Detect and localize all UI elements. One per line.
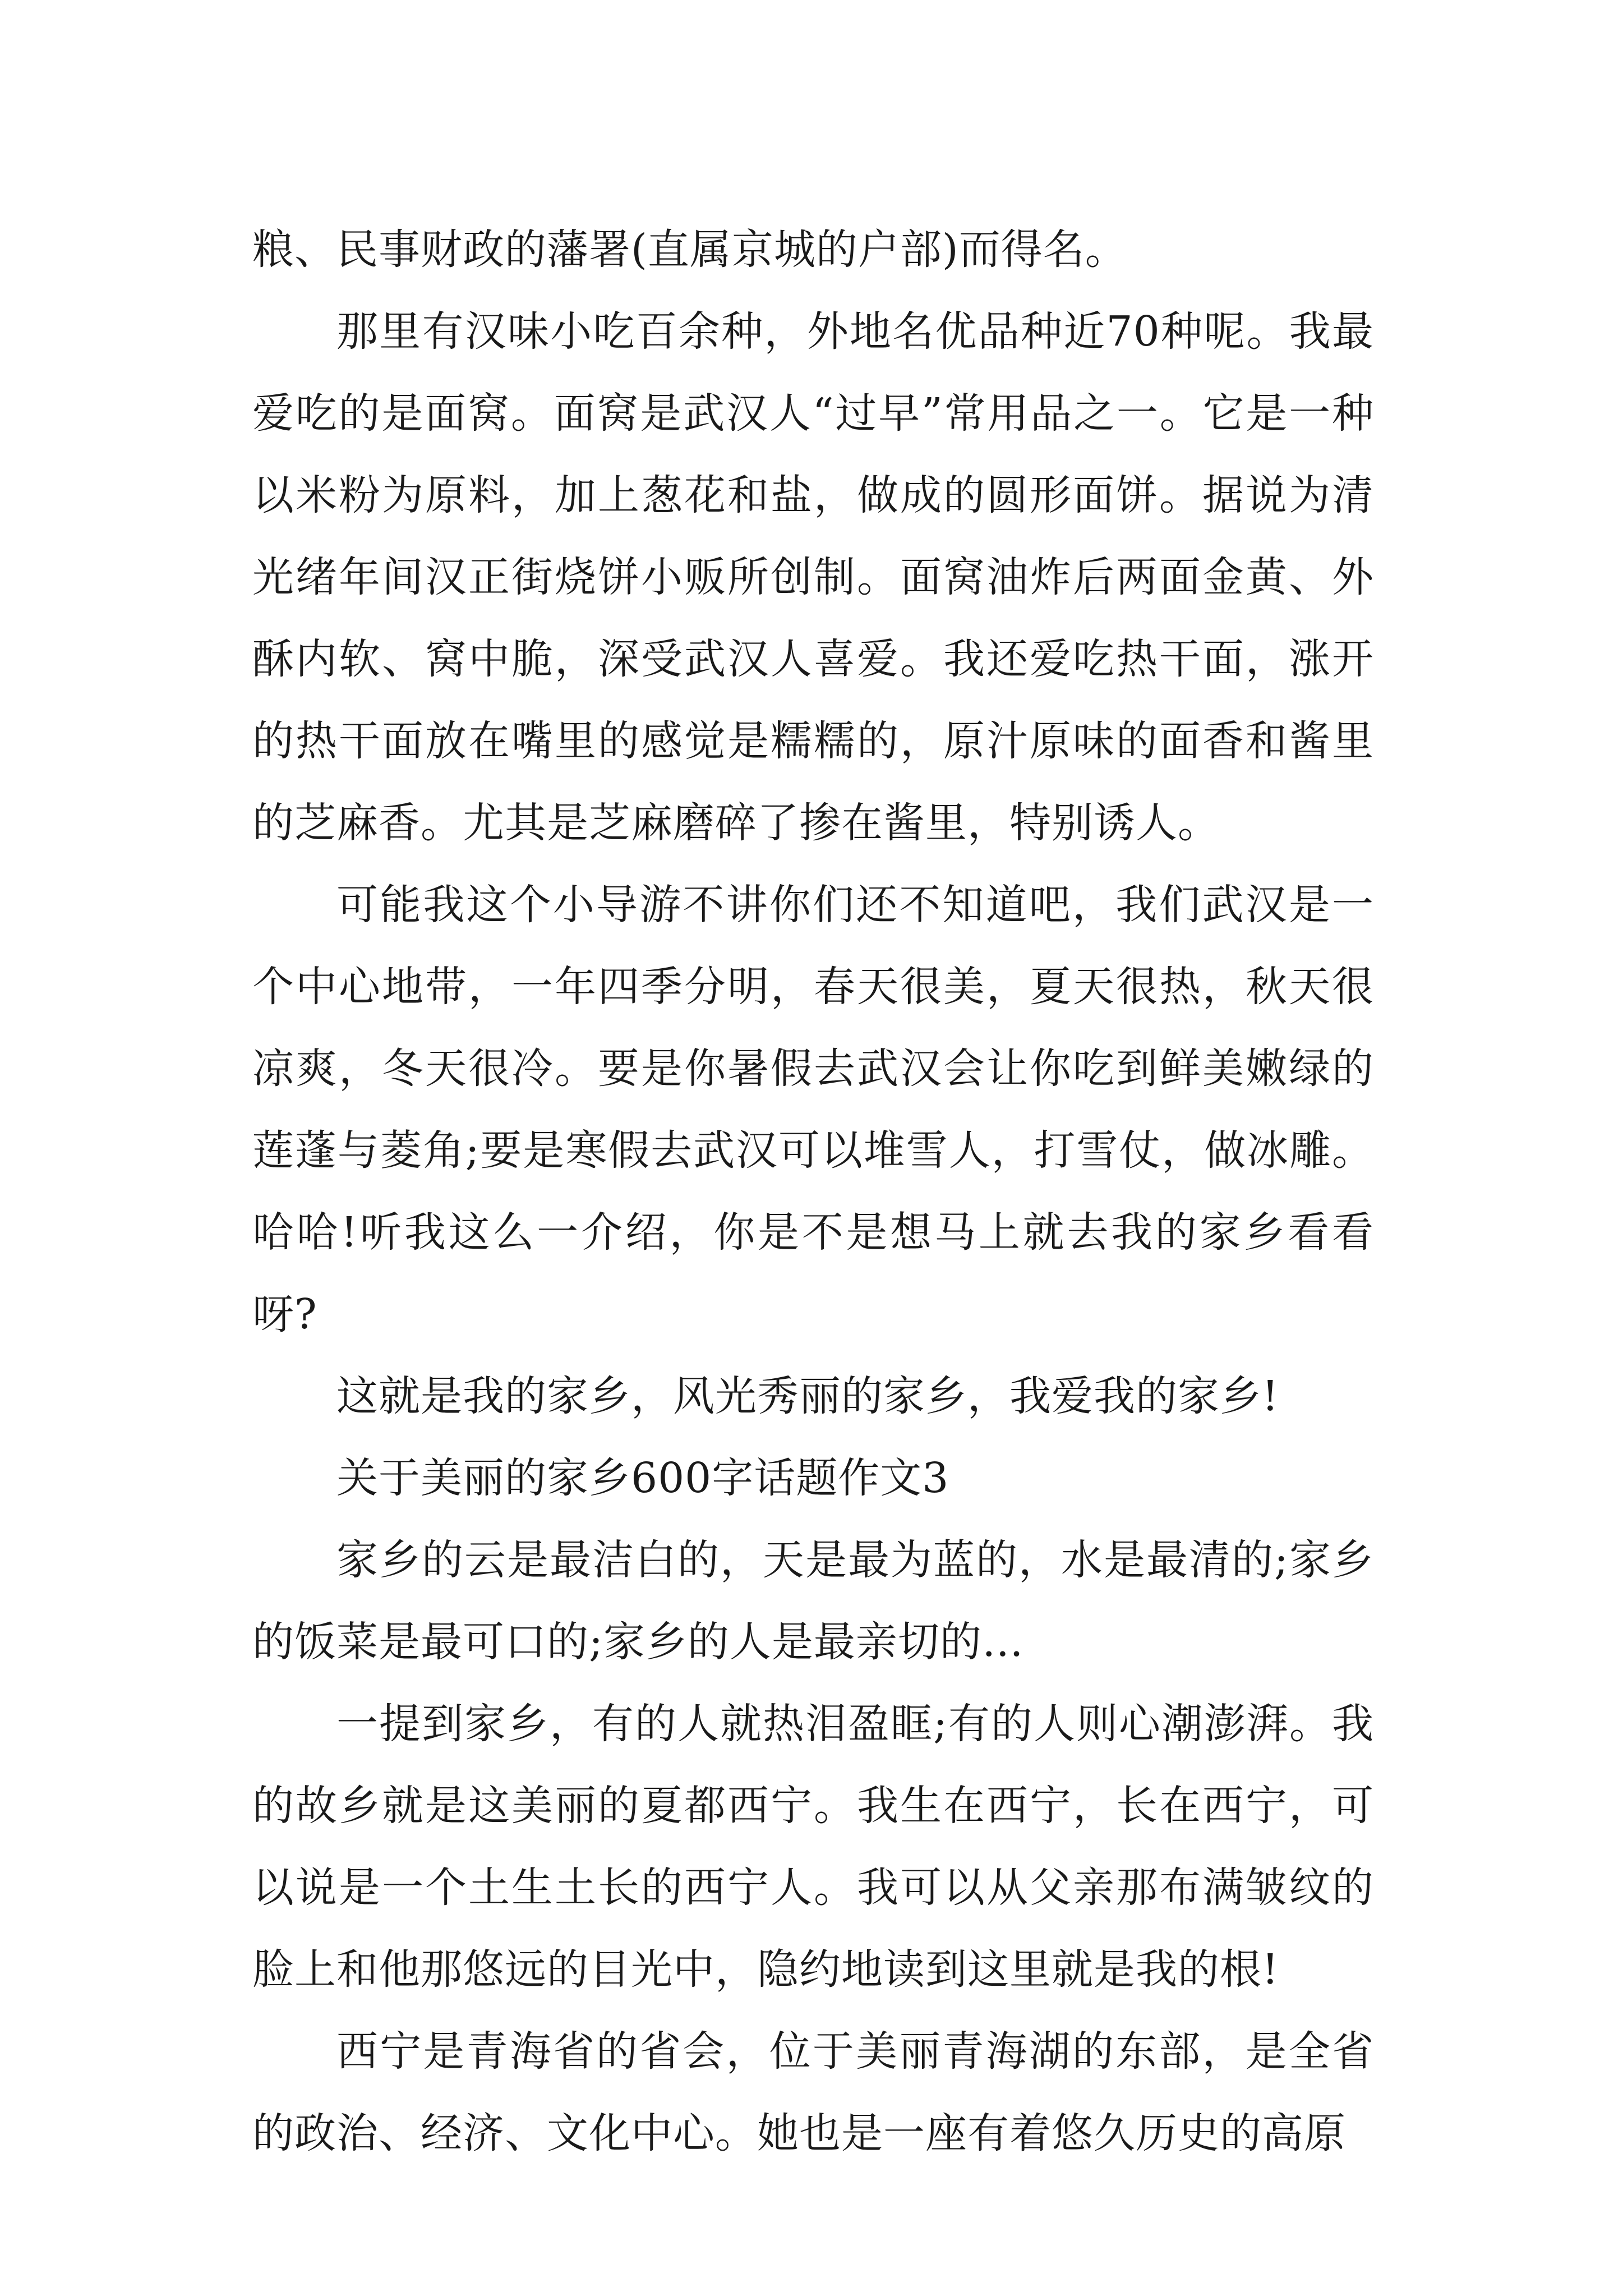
paragraph-1: 粮、民事财政的藩署(直属京城的户部)而得名。 <box>252 226 1127 274</box>
paragraph-5: 家乡的云是最洁白的，天是最为蓝的，水是最清的;家乡的饭菜是最可口的;家乡的人是最亲切的… <box>252 1536 1374 1666</box>
document-body <box>252 209 1374 2174</box>
paragraph-7: 西宁是青海省的省会，位于美丽青海湖的东部，是全省的政治、经济、文化中心。她也是一座有着悠久历史的高原 <box>252 2027 1374 2157</box>
paragraph-4: 这就是我的家乡，风光秀丽的家乡，我爱我的家乡! <box>336 1372 1279 1420</box>
paragraph-2: 那里有汉味小吃百余种，外地名优品种近70种呢。我最爱吃的是面窝。面窝是武汉人“过早”常用品之一。它是一种以米粉为原料，加上葱花和盐，做成的圆形面饼。据说为清光绪年间汉正街烧饼小贩所创制。面窝油炸后两面金黄、外酥内软、窝中脆，深受武汉人喜爱。我还爱吃热干面，涨开的热干面放在嘴里的感觉是糯糯的，原汁原味的面香和酱里的芝麻香。尤其是芝麻磨碎了掺在酱里，特别诱人。 <box>252 307 1374 847</box>
section-heading: 关于美丽的家乡600字话题作文3 <box>336 1454 949 1502</box>
paragraph-3: 可能我这个小导游不讲你们还不知道吧，我们武汉是一个中心地带，一年四季分明，春天很美，夏天很热，秋天很凉爽，冬天很冷。要是你暑假去武汉会让你吃到鲜美嫩绿的莲蓬与菱角;要是寒假去武汉可以堆雪人，打雪仗，做冰雕。哈哈!听我这么一介绍，你是不是想马上就去我的家乡看看呀? <box>252 881 1374 1338</box>
paragraph-6: 一提到家乡，有的人就热泪盈眶;有的人则心潮澎湃。我的故乡就是这美丽的夏都西宁。我生在西宁，长在西宁，可以说是一个土生土长的西宁人。我可以从父亲那布满皱纹的脸上和他那悠远的目光中，隐约地读到这里就是我的根! <box>252 1700 1374 1994</box>
